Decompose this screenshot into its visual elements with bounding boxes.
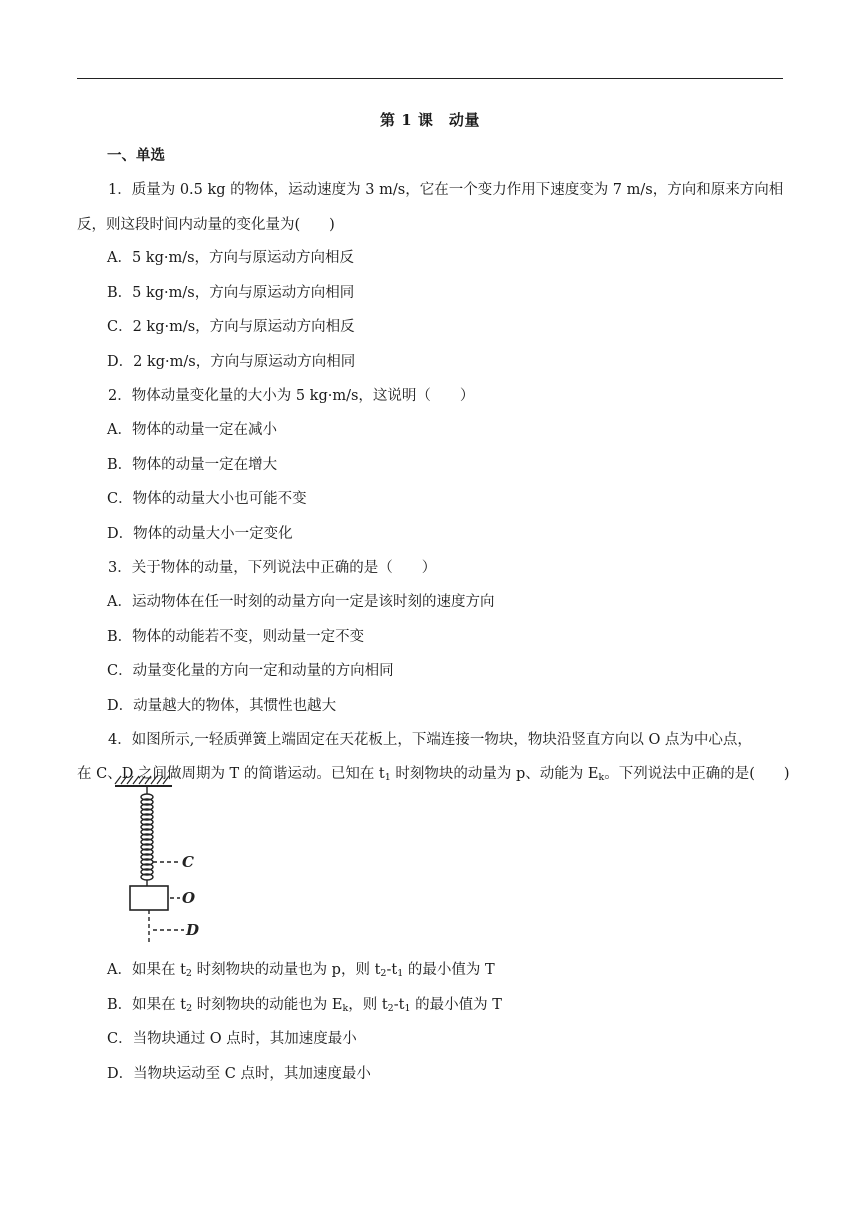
question-2-option-b: B．物体的动量一定在增大	[107, 457, 278, 473]
question-2-option-c: C．物体的动量大小也可能不变	[107, 491, 307, 507]
question-1-option-d: D．2 kg·m/s，方向与原运动方向相同	[107, 354, 356, 370]
question-4-option-c: C．当物块通过 O 点时，其加速度最小	[107, 1031, 357, 1047]
question-4-line-2: 在 C、D 之间做周期为 T 的简谐运动。已知在 $t_1$ 时刻物块的动量为 p、动能为 $E_k$。下列说法中正确的是( )	[77, 766, 790, 783]
question-3-stem: 3．关于物体的动量，下列说法中正确的是（ ）	[108, 560, 437, 576]
question-2-stem: 2．物体动量变化量的大小为 5 kg·m/s，这说明（ ）	[108, 388, 475, 404]
label-c: C	[182, 853, 194, 871]
question-1-option-b: B．5 kg·m/s，方向与原运动方向相同	[107, 285, 355, 301]
block	[130, 886, 168, 910]
header-rule	[77, 78, 783, 79]
spring-oscillator-figure	[112, 770, 212, 950]
question-1-line-1: 1．质量为 0.5 kg 的物体，运动速度为 3 m/s，它在一个变力作用下速度变为 7 m/s，方向和原来方向相	[108, 182, 784, 198]
label-o: O	[182, 889, 196, 907]
question-1-option-a: A．5 kg·m/s，方向与原运动方向相反	[107, 250, 355, 266]
question-4-option-a: A．如果在 $t_2$ 时刻物块的动量也为 p，则 $t_2-t_1$ 的最小值为 T	[107, 962, 495, 979]
question-1-line-2: 反，则这段时间内动量的变化量为( )	[77, 217, 335, 233]
question-3-option-c: C．动量变化量的方向一定和动量的方向相同	[107, 663, 394, 679]
question-4-option-d: D．当物块运动至 C 点时，其加速度最小	[107, 1066, 371, 1082]
question-4-option-b: B．如果在 $t_2$ 时刻物块的动能也为 $E_k$，则 $t_2-t_1$ 的最小值为 T	[107, 997, 502, 1014]
question-1-option-c: C．2 kg·m/s，方向与原运动方向相反	[107, 319, 355, 335]
question-3-option-b: B．物体的动能若不变，则动量一定不变	[107, 629, 365, 645]
page-title: 第 1 课 动量	[380, 111, 480, 129]
spring	[141, 786, 153, 886]
question-4-line-1: 4．如图所示,一轻质弹簧上端固定在天花板上，下端连接一物块，物块沿竖直方向以 O 点为中心点，	[108, 732, 752, 748]
label-d: D	[186, 921, 200, 939]
question-2-option-a: A．物体的动量一定在减小	[107, 422, 277, 438]
question-3-option-a: A．运动物体在任一时刻的动量方向一定是该时刻的速度方向	[107, 594, 495, 610]
question-3-option-d: D．动量越大的物体，其惯性也越大	[107, 698, 337, 714]
question-2-option-d: D．物体的动量大小一定变化	[107, 526, 293, 542]
section-heading: 一、单选	[107, 147, 165, 164]
ceiling	[115, 776, 172, 786]
